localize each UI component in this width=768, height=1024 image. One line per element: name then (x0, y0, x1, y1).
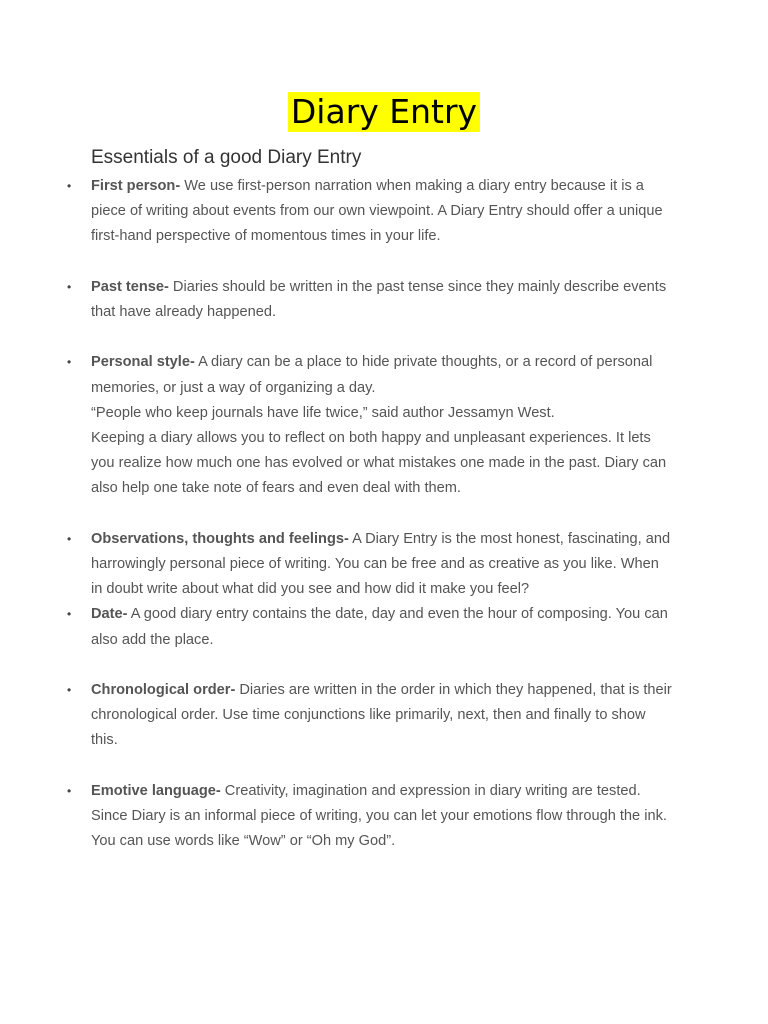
bullet-icon: • (67, 607, 72, 622)
item-quote: “People who keep journals have life twice,” said author Jessamyn West. (91, 404, 555, 421)
list-item-personal-style (0, 350, 673, 501)
bullet-icon: • (67, 783, 72, 798)
list-item-observations (0, 527, 673, 603)
item-text: A good diary entry contains the date, day and even the hour of composing. You can also add the place. (91, 606, 668, 648)
list-item-chronological-order (0, 678, 673, 754)
document-title: Diary Entry (288, 92, 480, 132)
bullet-icon: • (67, 279, 72, 294)
item-text: A Diary Entry is the most honest, fascinating, and harrowingly personal piece of writing. You can be free and as creative as you like. When in doubt write about what did you see and how did it make you feel? (91, 530, 671, 598)
essentials-list (0, 174, 768, 854)
item-term: Past tense- (91, 278, 169, 295)
bullet-icon: • (67, 531, 72, 546)
list-item-date (0, 602, 673, 652)
document-subtitle: Essentials of a good Diary Entry (91, 147, 362, 168)
bullet-icon: • (67, 355, 72, 370)
item-term: First person- (91, 178, 181, 194)
item-paragraph: Keeping a diary allows you to reflect on both happy and unpleasant experiences. It lets you realize how much one has evolved or what mistakes one made in the past. Diary can also help one take note of fears and even deal with them. (91, 430, 667, 497)
item-text: Creativity, imagination and expression in diary writing are tested. Since Diary is an informal piece of writing, you can let your emotions flow through the ink. You can use words like “Wow” or “Oh my God”. (91, 782, 667, 850)
item-term: Personal style- (91, 354, 195, 371)
item-term: Emotive language- (91, 782, 221, 799)
bullet-icon: • (67, 179, 72, 193)
bullet-icon: • (67, 683, 72, 697)
list-item-first-person (0, 174, 673, 250)
list-item-emotive-language (0, 779, 673, 855)
item-term: Chronological order- (91, 682, 236, 698)
item-text: Diaries are written in the order in which they happened, that is their chronological order. Use time conjunctions like primarily, next, then and finally to show this. (91, 682, 672, 749)
item-term: Date- (91, 606, 128, 623)
item-text: A diary can be a place to hide private thoughts, or a record of personal memories, or just a way of organizing a day. (91, 354, 653, 396)
item-term: Observations, thoughts and feelings- (91, 530, 349, 547)
item-text: We use first-person narration when making a diary entry because it is a piece of writing about events from our own viewpoint. A Diary Entry should offer a unique first-hand perspective of momentous times in your life. (91, 178, 663, 245)
title-container (0, 92, 768, 132)
item-text: Diaries should be written in the past tense since they mainly describe events that have already happened. (91, 278, 667, 320)
list-item-past-tense (0, 275, 673, 325)
